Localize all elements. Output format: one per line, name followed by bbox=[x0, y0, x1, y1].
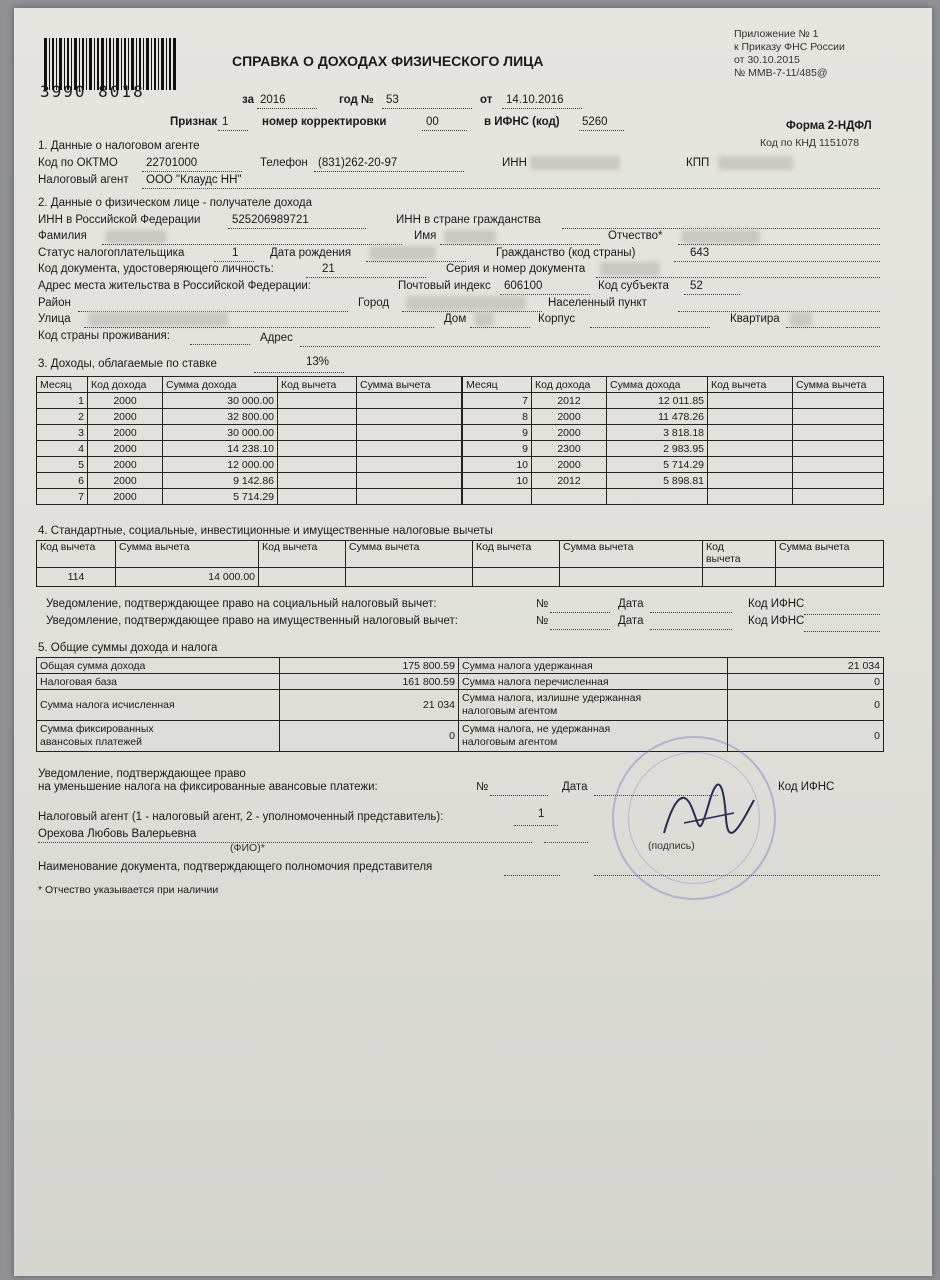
postal-value: 606100 bbox=[504, 280, 543, 292]
income-table-left: Месяц Код дохода Сумма дохода Код вычета Сумма вычета 1 2000 30 000.00 2 2000 32 800.00 3 2000 30 000.00 4 2000 14 238.10 5 2000 12 000.00 6 2000 9 142.86 7 2000 5 714.29 bbox=[36, 376, 462, 505]
section4-title: 4. Стандартные, социальные, инвестиционные и имущественные налоговые вычеты bbox=[38, 525, 493, 537]
notice-fixed-date-label: Дата bbox=[562, 781, 588, 793]
postal-label: Почтовый индекс bbox=[398, 280, 491, 292]
notice-fixed-ifns-label: Код ИФНС bbox=[778, 781, 835, 793]
phone-value: (831)262-20-97 bbox=[318, 157, 398, 169]
proxy-doc-label: Наименование документа, подтверждающего полномочия представителя bbox=[38, 861, 433, 873]
knd-code: Код по КНД 1151078 bbox=[760, 137, 860, 149]
deductions-table: Код вычета Сумма вычета Код вычета Сумма вычета Код вычета Сумма вычета Код вычета Сумма вычета 114 14 000.00 bbox=[36, 540, 884, 587]
income-table-right: Месяц Код дохода Сумма дохода Код вычета Сумма вычета 7 2012 12 011.85 8 2000 11 478.26 9 2000 3 818.18 9 2300 2 983.95 10 2000 5 714.29 10 2012 5 898.81 bbox=[462, 376, 884, 505]
patronymic-label: Отчество* bbox=[608, 230, 663, 242]
tax-excess: 0 bbox=[728, 690, 884, 721]
form-name: Форма 2-НДФЛ bbox=[786, 120, 872, 132]
notice-property-ifns-label: Код ИФНС bbox=[748, 615, 805, 627]
income-left-row: 4 2000 14 238.10 bbox=[37, 441, 462, 457]
fixed-payments: 0 bbox=[280, 721, 459, 752]
barcode-number: 3990 8018 bbox=[40, 82, 145, 101]
inn-foreign-label: ИНН в стране гражданства bbox=[396, 214, 541, 226]
oktmo-label: Код по ОКТМО bbox=[38, 157, 118, 169]
inn-rf-value: 525206989721 bbox=[232, 214, 309, 226]
income-right-row: 10 2012 5 898.81 bbox=[463, 473, 884, 489]
notice-fixed: Уведомление, подтверждающее право на уменьшение налога на фиксированные авансовые платежи: bbox=[38, 768, 378, 793]
number-label: год № bbox=[339, 94, 374, 106]
region-value: 52 bbox=[690, 280, 703, 292]
ifns-label: в ИФНС (код) bbox=[484, 116, 560, 128]
number-value: 53 bbox=[386, 94, 399, 106]
redacted-agent-inn bbox=[530, 156, 620, 170]
tax-rate: 13% bbox=[306, 356, 330, 368]
year-value: 2016 bbox=[260, 94, 286, 106]
tax-base: 161 800.59 bbox=[280, 674, 459, 690]
address-label: Адрес места жительства в Российской Федерации: bbox=[38, 280, 312, 292]
tax-transferred: 0 bbox=[728, 674, 884, 690]
income-left-row: 6 2000 9 142.86 bbox=[37, 473, 462, 489]
house-label: Дом bbox=[444, 313, 467, 325]
section5-title: 5. Общие суммы дохода и налога bbox=[38, 642, 218, 654]
notice-fixed-no-label: № bbox=[476, 781, 489, 793]
name-label: Имя bbox=[414, 230, 437, 242]
agent-role-label: Налоговый агент (1 - налоговый агент, 2 - уполномоченный представитель): bbox=[38, 811, 444, 823]
city-label: Город bbox=[358, 297, 390, 309]
correction-label: номер корректировки bbox=[262, 116, 387, 128]
doc-series-label: Серия и номер документа bbox=[446, 263, 586, 275]
notice-social-ifns-label: Код ИФНС bbox=[748, 598, 805, 610]
status-label: Статус налогоплательщика bbox=[38, 247, 185, 259]
section2-title: 2. Данные о физическом лице - получателе дохода bbox=[38, 197, 312, 209]
district-label: Район bbox=[38, 297, 71, 309]
sign-label: Признак bbox=[170, 116, 218, 128]
oktmo-value: 22701000 bbox=[146, 157, 198, 169]
date-value: 14.10.2016 bbox=[506, 94, 564, 106]
appendix-reference: Приложение № 1 к Приказу ФНС России от 30.10.2015 № ММВ-7-11/485@ bbox=[734, 28, 845, 79]
income-right-row: 7 2012 12 011.85 bbox=[463, 393, 884, 409]
income-right-row bbox=[463, 489, 884, 505]
ifns-value: 5260 bbox=[582, 116, 608, 128]
income-right-row: 8 2000 11 478.26 bbox=[463, 409, 884, 425]
deduction-sum: 14 000.00 bbox=[116, 568, 259, 587]
doc-code-label: Код документа, удостоверяющего личность: bbox=[38, 263, 274, 275]
kpp-label: КПП bbox=[686, 157, 710, 169]
deduction-code: 114 bbox=[37, 568, 116, 587]
section1-title: 1. Данные о налоговом агенте bbox=[38, 140, 200, 152]
document-title: СПРАВКА О ДОХОДАХ ФИЗИЧЕСКОГО ЛИЦА bbox=[232, 53, 544, 69]
agent-inn-label: ИНН bbox=[502, 157, 527, 169]
income-left-row: 1 2000 30 000.00 bbox=[37, 393, 462, 409]
citizenship-value: 643 bbox=[690, 247, 710, 259]
income-right-row: 9 2000 3 818.18 bbox=[463, 425, 884, 441]
income-left-row: 3 2000 30 000.00 bbox=[37, 425, 462, 441]
date-label: от bbox=[480, 94, 493, 106]
notice-property-date-label: Дата bbox=[618, 615, 644, 627]
region-label: Код субъекта bbox=[598, 280, 669, 292]
agent-role-value: 1 bbox=[538, 808, 545, 820]
street-label: Улица bbox=[38, 313, 71, 325]
total-income: 175 800.59 bbox=[280, 658, 459, 674]
notice-social-date-label: Дата bbox=[618, 598, 644, 610]
inn-rf-label: ИНН в Российской Федерации bbox=[38, 214, 201, 226]
correction-value: 00 bbox=[426, 116, 439, 128]
income-right-row: 10 2000 5 714.29 bbox=[463, 457, 884, 473]
signature bbox=[654, 778, 764, 848]
block-label: Корпус bbox=[538, 313, 576, 325]
flat-label: Квартира bbox=[730, 313, 780, 325]
sign-value: 1 bbox=[222, 116, 229, 128]
section3-title: 3. Доходы, облагаемые по ставке bbox=[38, 358, 217, 370]
totals-table: Общая сумма дохода 175 800.59 Сумма налога удержанная 21 034 Налоговая база 161 800.59 Сумма налога перечисленная 0 Сумма налога исчисленная 21 034 Сумма налога, излишне удержанная налоговым агентом 0 Сумма фиксированных авансовых платежей 0 Сумма налога, не удержанная налоговым агентом 0 bbox=[36, 657, 884, 752]
birth-label: Дата рождения bbox=[270, 247, 352, 259]
notice-property-no-label: № bbox=[536, 615, 549, 627]
tax-not-withheld: 0 bbox=[728, 721, 884, 752]
fio-caption: (ФИО)* bbox=[230, 842, 265, 854]
redacted-kpp bbox=[718, 156, 793, 170]
notice-property: Уведомление, подтверждающее право на имущественный налоговый вычет: bbox=[46, 615, 458, 627]
tax-calculated: 21 034 bbox=[280, 690, 459, 721]
surname-label: Фамилия bbox=[38, 230, 87, 242]
status-value: 1 bbox=[232, 247, 239, 259]
locality-label: Населенный пункт bbox=[548, 297, 647, 309]
notice-social-no-label: № bbox=[536, 598, 549, 610]
agent-name: ООО "Клаудс НН" bbox=[146, 174, 242, 186]
document-page bbox=[14, 8, 932, 1276]
income-right-row: 9 2300 2 983.95 bbox=[463, 441, 884, 457]
country-label: Код страны проживания: bbox=[38, 330, 170, 342]
signature-caption: (подпись) bbox=[648, 840, 695, 852]
agent-label: Налоговый агент bbox=[38, 174, 129, 186]
year-label: за bbox=[242, 94, 254, 106]
income-left-row: 7 2000 5 714.29 bbox=[37, 489, 462, 505]
income-left-row: 5 2000 12 000.00 bbox=[37, 457, 462, 473]
doc-code-value: 21 bbox=[322, 263, 335, 275]
notice-social: Уведомление, подтверждающее право на социальный налоговый вычет: bbox=[46, 598, 437, 610]
phone-label: Телефон bbox=[260, 157, 308, 169]
signer-name: Орехова Любовь Валерьевна bbox=[38, 828, 197, 840]
address2-label: Адрес bbox=[260, 332, 293, 344]
tax-withheld: 21 034 bbox=[728, 658, 884, 674]
citizenship-label: Гражданство (код страны) bbox=[496, 247, 636, 259]
income-left-row: 2 2000 32 800.00 bbox=[37, 409, 462, 425]
footnote: * Отчество указывается при наличии bbox=[38, 884, 219, 896]
